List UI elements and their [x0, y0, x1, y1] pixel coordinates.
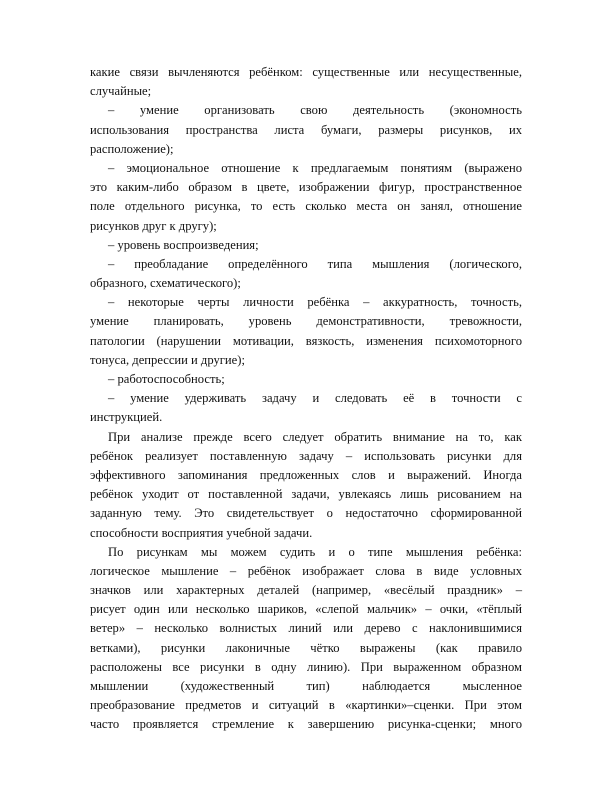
text-line: рисует один или несколько шариков, «слепой мальчик» – очки, «тёплый — [90, 602, 522, 617]
text-line: – умение удерживать задачу и следовать её в точности с — [108, 391, 522, 406]
text-line: ветер» – несколько волнистых линий или дерево с наклонившимися — [90, 621, 522, 636]
text-line: мышлении (художественный тип) наблюдается мысленное — [90, 679, 522, 693]
text-line: ветками), рисунки лаконичные чётко выражены (как правило — [90, 640, 522, 655]
text-line: преобразование предметов и ситуаций в «картинки»–сценки. При этом — [90, 698, 522, 713]
text-line: образного, схематического); — [90, 276, 241, 291]
text-line: – уровень воспроизведения; — [108, 237, 259, 252]
text-line: рисунков друг к другу); — [90, 218, 217, 233]
text-line: патологии (нарушении мотивации, вязкость, изменения психомоторного — [90, 333, 522, 348]
text-line: инструкцией. — [90, 410, 163, 425]
text-line: случайные; — [90, 84, 152, 99]
text-line: заданную тему. Это свидетельствует о недостаточно сформированной — [90, 506, 522, 521]
text-line: способности восприятия учебной задачи. — [90, 525, 313, 540]
text-line: расположение); — [90, 141, 174, 156]
text-line: ребёнок уходит от поставленной задачи, увлекаясь лишь рисованием на — [90, 487, 522, 502]
text-line: – умение организовать свою деятельность (экономность — [108, 103, 522, 118]
text-line: умение планировать, уровень демонстративности, тревожности, — [90, 314, 522, 329]
text-line: поле отдельного рисунка, то есть сколько места он занял, отношение — [90, 199, 522, 214]
text-line: какие связи вычленяются ребёнком: существенные или несущественные, — [90, 65, 522, 79]
text-line: расположены все рисунки в одну линию). При выраженном образном — [90, 659, 522, 674]
text-line: эффективного запоминания предложенных слов и выражений. Иногда — [90, 467, 522, 482]
text-line: – преобладание определённого типа мышления (логического, — [108, 256, 522, 271]
text-line: – работоспособность; — [108, 372, 225, 386]
text-line: При анализе прежде всего следует обратить внимание на то, как — [108, 429, 522, 444]
text-line: часто проявляется стремление к завершению рисунка-сценки; много — [90, 717, 522, 732]
text-line: тонуса, депрессии и другие); — [90, 352, 245, 367]
text-line: По рисункам мы можем судить и о типе мышления ребёнка: — [108, 544, 522, 559]
text-line: – некоторые черты личности ребёнка – аккуратность, точность, — [108, 295, 522, 310]
document-page — [90, 63, 522, 735]
text-line: это каким-либо образом в цвете, изображении фигур, пространственное — [90, 180, 522, 195]
text-line: – эмоциональное отношение к предлагаемым понятиям (выражено — [108, 160, 522, 175]
text-line: ребёнок реализует поставленную задачу – использовать рисунки для — [90, 448, 522, 463]
text-line: использования пространства листа бумаги, размеры рисунков, их — [90, 122, 522, 137]
text-line: значков или характерных деталей (например, «весёлый праздник» – — [90, 583, 522, 598]
text-line: логическое мышление – ребёнок изображает слова в виде условных — [90, 563, 522, 578]
